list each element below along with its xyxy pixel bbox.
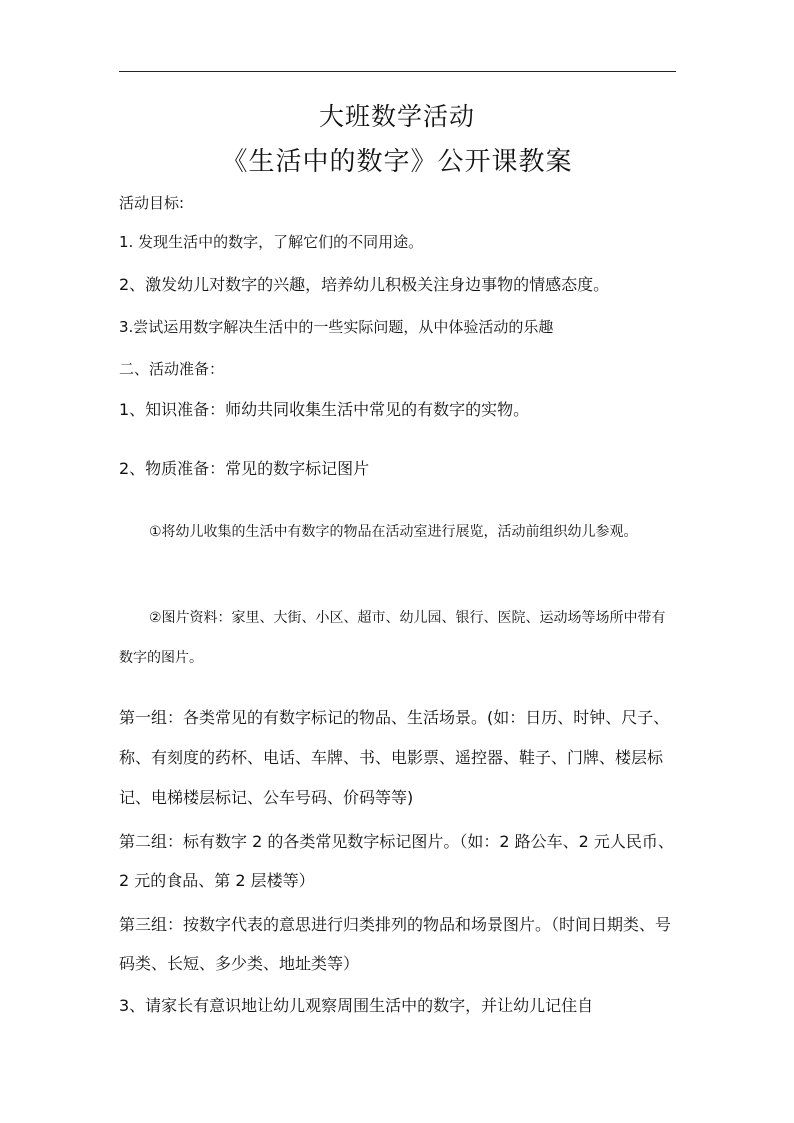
- preparation-subitem-a: ①将幼儿收集的生活中有数字的物品在活动室进行展览，活动前组织幼儿参观。: [149, 524, 638, 540]
- picture-group-3: 第三组：按数字代表的意思进行归类排列的物品和场景图片。（时间日期类、号码类、长短、多少类、地址类等）: [119, 915, 672, 973]
- goals-heading: 活动目标:: [119, 194, 185, 212]
- preparation-item-2: 2、物质准备：常见的数字标记图片: [119, 459, 370, 478]
- document-title: 大班数学活动: [318, 102, 475, 131]
- document-subtitle: 《生活中的数字》公开课教案: [221, 147, 573, 177]
- preparation-item-1: 1、知识准备：师幼共同收集生活中常见的有数字的实物。: [119, 400, 530, 419]
- preparation-subitem-b: ②图片资料：家里、大街、小区、超市、幼儿园、银行、医院、运动场等场所中带有数字的图片。: [119, 610, 666, 666]
- preparation-item-3: 3、请家长有意识地让幼儿观察周围生活中的数字，并让幼儿记住自: [119, 996, 594, 1015]
- picture-group-2: 第二组：标有数字 2 的各类常见数字标记图片。（如：2 路公车、2 元人民币、2 元的食品、第 2 层楼等）: [119, 832, 674, 890]
- goal-item-2: 2、激发幼儿对数字的兴趣，培养幼儿积极关注身边事物的情感态度。: [119, 275, 610, 294]
- goal-item-1: 1. 发现生活中的数字，了解它们的不同用途。: [119, 233, 424, 251]
- preparation-heading: 二、活动准备：: [119, 360, 225, 378]
- header-rule: [119, 71, 676, 72]
- picture-group-1: 第一组：各类常见的有数字标记的物品、生活场景。(如：日历、时钟、尺子、称、有刻度的药杯、电话、车牌、书、电影票、遥控器、鞋子、门牌、楼层标记、电梯楼层标记、公车号码、价码等等): [119, 708, 670, 807]
- goal-item-3: 3.尝试运用数字解决生活中的一些实际问题，从中体验活动的乐趣: [119, 318, 554, 336]
